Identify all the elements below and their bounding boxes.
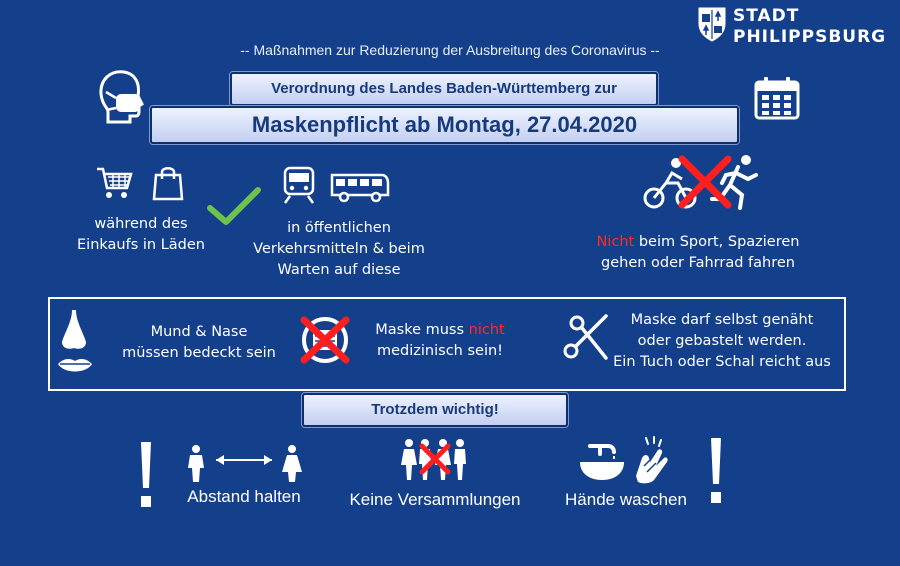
nose-mouth-icon bbox=[54, 308, 96, 378]
homemade-line-2: oder gebastelt werden. bbox=[637, 333, 807, 349]
exclamation-icon bbox=[136, 440, 156, 510]
logo-line-2: PHILIPPSBURG bbox=[733, 27, 887, 47]
sink-icon bbox=[578, 440, 626, 484]
cover-caption bbox=[104, 322, 294, 364]
transport-line-3: Warten auf diese bbox=[277, 262, 401, 278]
exemption-line-2: gehen oder Fahrrad fahren bbox=[601, 255, 795, 271]
transport-line-2: Verkehrsmitteln & beim bbox=[253, 241, 425, 257]
distance-icon bbox=[184, 444, 304, 484]
tagline: -- Maßnahmen zur Reduzierung der Ausbreitung des Coronavirus -- bbox=[240, 42, 660, 58]
logo-line-1: STADT bbox=[733, 6, 800, 26]
medical-line-2: medizinisch sein! bbox=[377, 343, 503, 359]
exemption-negation: Nicht bbox=[596, 234, 635, 250]
gatherings-label: Keine Versammlungen bbox=[349, 490, 521, 509]
medical-line-1: Maske muss bbox=[375, 322, 469, 338]
homemade-line-3: Ein Tuch oder Schal reicht aus bbox=[613, 354, 831, 370]
homemade-line-1: Maske darf selbst genäht bbox=[630, 312, 814, 328]
cover-line-1: Mund & Nase bbox=[150, 324, 248, 340]
transport-caption bbox=[236, 218, 442, 281]
handwash-label: Hände waschen bbox=[565, 490, 687, 509]
transport-line-1: in öffentlichen bbox=[287, 220, 391, 236]
sports-crossed-icon bbox=[642, 153, 766, 211]
shopping-caption bbox=[66, 214, 216, 256]
exclamation-icon-right bbox=[706, 436, 726, 506]
homemade-caption bbox=[592, 310, 852, 373]
medical-caption bbox=[360, 320, 520, 362]
shopping-bag-icon bbox=[152, 165, 184, 201]
washing-hands-icon bbox=[632, 436, 670, 486]
face-mask-icon bbox=[96, 66, 146, 126]
bus-icon bbox=[330, 171, 390, 203]
shopping-line-1: während des bbox=[94, 216, 188, 232]
distance-label: Abstand halten bbox=[187, 487, 301, 506]
main-title-banner: Maskenpflicht ab Montag, 27.04.2020 bbox=[150, 106, 739, 144]
medical-mask-crossed-icon bbox=[296, 314, 354, 366]
calendar-icon bbox=[754, 76, 800, 120]
sport-exemption-caption bbox=[560, 232, 836, 274]
shopping-line-2: Einkaufs in Läden bbox=[77, 237, 205, 253]
regulation-banner: Verordnung des Landes Baden-Württemberg zur bbox=[230, 72, 658, 106]
shopping-cart-icon bbox=[96, 166, 134, 200]
exemption-line-1: beim Sport, Spazieren bbox=[634, 234, 800, 250]
coat-of-arms-icon bbox=[697, 6, 727, 42]
important-banner: Trotzdem wichtig! bbox=[302, 393, 568, 427]
group-crossed-icon bbox=[400, 438, 470, 482]
cover-line-2: müssen bedeckt sein bbox=[122, 345, 276, 361]
train-icon bbox=[282, 166, 316, 204]
medical-negation: nicht bbox=[468, 322, 505, 338]
